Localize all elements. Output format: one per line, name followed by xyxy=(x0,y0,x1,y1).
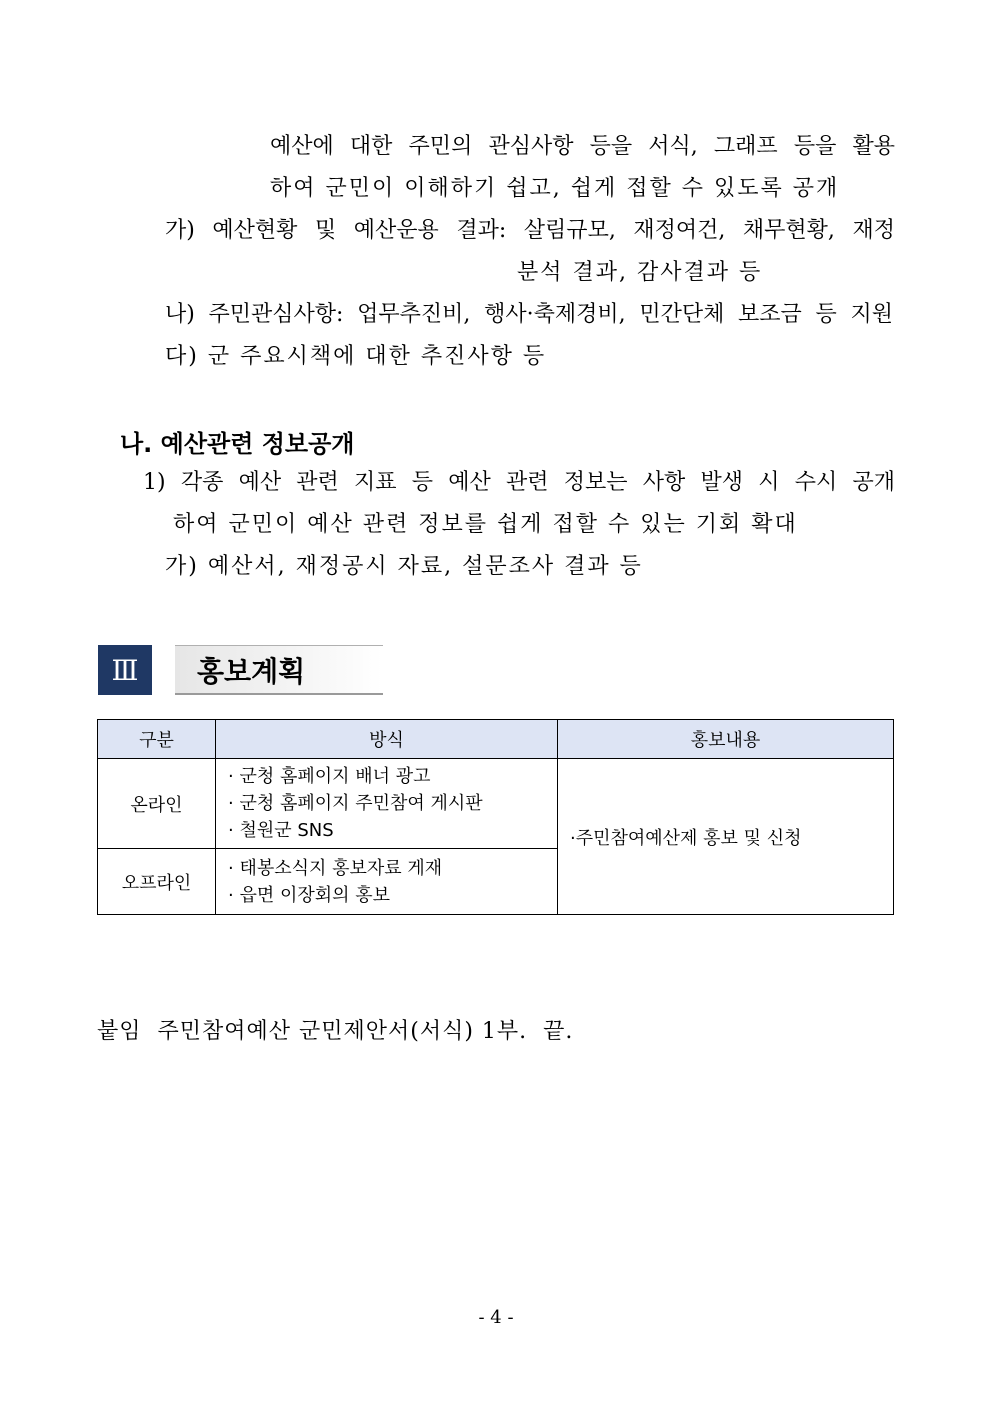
section-na-paragraph-line-1: 1) 각종 예산 관련 지표 등 예산 관련 정보는 사항 발생 시 수시 공개 xyxy=(143,470,895,495)
table-row xyxy=(98,759,894,849)
row-category: 오프라인 xyxy=(98,849,216,915)
header-method: 방식 xyxy=(216,720,558,759)
row-methods xyxy=(216,849,558,915)
promotion-table xyxy=(97,719,894,915)
section-title: 홍보계획 xyxy=(175,645,383,695)
item-ga-line-1: 가) 예산현황 및 예산운용 결과: 살림규모, 재정여건, 채무현황, 재정 xyxy=(165,218,895,243)
method-item: · 읍면 이장회의 홍보 xyxy=(228,884,390,906)
section-number-badge: Ⅲ xyxy=(98,645,152,695)
method-item: · 군청 홈페이지 주민참여 게시판 xyxy=(228,793,483,814)
row-methods xyxy=(216,759,558,849)
method-item: · 철원군 SNS xyxy=(228,820,334,841)
section-na-item-ga: 가) 예산서, 재정공시 자료, 설문조사 결과 등 xyxy=(165,554,643,579)
item-ga-line-2: 분석 결과, 감사결과 등 xyxy=(517,260,763,285)
header-category: 구분 xyxy=(98,720,216,759)
item-na: 나) 주민관심사항: 업무추진비, 행사·축제경비, 민간단체 보조금 등 지원 xyxy=(165,302,893,327)
table-header-row xyxy=(98,720,894,759)
section-na-heading: 나. 예산관련 정보공개 xyxy=(120,430,355,458)
method-item: · 태봉소식지 홍보자료 게재 xyxy=(228,857,443,879)
page-number: - 4 - xyxy=(478,1307,514,1328)
intro-line-2: 하여 군민이 이해하기 쉽고, 쉽게 접할 수 있도록 공개 xyxy=(270,176,840,201)
promotion-content: ·주민참여예산제 홍보 및 신청 xyxy=(558,759,894,915)
row-category: 온라인 xyxy=(98,759,216,849)
intro-line-1: 예산에 대한 주민의 관심사항 등을 서식, 그래프 등을 활용 xyxy=(270,134,895,159)
header-content: 홍보내용 xyxy=(558,720,894,759)
section-na-paragraph-line-2: 하여 군민이 예산 관련 정보를 쉽게 접할 수 있는 기회 확대 xyxy=(173,512,798,537)
method-item: · 군청 홈페이지 배너 광고 xyxy=(228,766,431,787)
attachment-note: 붙임 주민참여예산 군민제안서(서식) 1부. 끝. xyxy=(97,1019,574,1044)
item-da: 다) 군 주요시책에 대한 추진사항 등 xyxy=(165,344,547,369)
